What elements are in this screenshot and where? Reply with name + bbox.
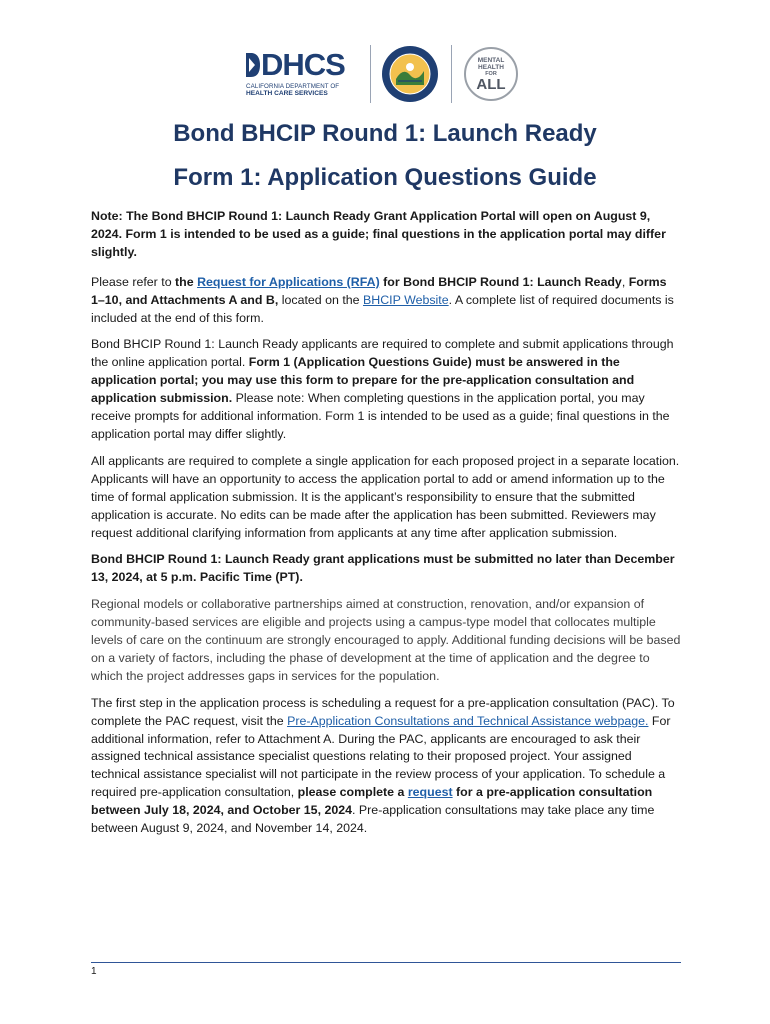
applicants-paragraph: All applicants are required to complete a single application for each proposed project in a separate location. Applicants will have an opportunity to access the application portal to add or amend information up to the time of formal application submission. It is the applicant’s responsibility to ensure that the submitted application is accurate. No edits can be made after the application has been submitted. Reviewers may request additional clarifying information from applicants at any time after application submission. <box>91 453 680 540</box>
rfa-text-b: the <box>175 274 198 289</box>
regional-models-paragraph: Regional models or collaborative partnerships aimed at construction, renovation, and/or expansion of community-based services are eligible and projects using a campus-type model that collocates multiple levels of care on the continuum are strongly encouraged to apply. Additional funding decisions will be based on a variety of factors, including the phase of development at the time of application and the degree to which the project addresses gaps in services for the population. <box>91 597 681 683</box>
note-paragraph: Note: The Bond BHCIP Round 1: Launch Ready Grant Application Portal will open on August 9, 2024. Form 1 is intended to be used as a guide; final questions in the application portal may differ slightly. <box>91 209 666 259</box>
rfa-text-g: . A complete list of required documents is included at the end of this form. <box>91 292 674 325</box>
document-subtitle: Form 1: Application Questions Guide <box>173 164 597 191</box>
dhcs-flag-icon <box>246 53 260 77</box>
portal-text-b: Form 1 (Application Questions Guide) must be answered in the application portal; you may use this form to prepare for the pre-application consultation and application submission. <box>91 355 635 406</box>
rfa-text-e: Forms 1–10, and Attachments A and B, <box>91 274 667 307</box>
pac-text-b: For additional information, refer to Attachment A. During the PAC, applicants are encouraged to ask their assigned technical assistance specialist questions relating to their proposed project. Your assigned technical assistance specialist will not participate in the review process of your application. To schedule a required pre-application consultation, <box>91 713 671 800</box>
bhcip-website-link[interactable]: BHCIP Website <box>363 292 449 307</box>
dhcs-logo <box>246 47 348 98</box>
page-number: 1 <box>91 966 97 977</box>
mhfa-line-2: HEALTH <box>478 63 504 71</box>
pac-text-c: please complete a <box>297 785 408 800</box>
logo-divider-2 <box>451 45 452 103</box>
document-body <box>91 208 681 847</box>
header-logos <box>246 44 518 104</box>
rfa-text-c: for Bond BHCIP Round 1: Launch Ready <box>379 274 622 289</box>
request-link[interactable]: request <box>407 785 453 800</box>
deadline-paragraph: Bond BHCIP Round 1: Launch Ready grant applications must be submitted no later than December 13, 2024, at 5 p.m. Pacific Time (PT). <box>91 552 675 585</box>
behavioral-health-seal-icon <box>381 45 439 103</box>
pac-text-d: for a pre-application consultation between July 18, 2024, and October 15, 2024 <box>91 785 653 818</box>
dhcs-subtitle-2: HEALTH CARE SERVICES <box>246 90 328 97</box>
rfa-link[interactable]: Request for Applications (RFA) <box>197 274 380 289</box>
portal-text-a: Bond BHCIP Round 1: Launch Ready applicants are required to complete and submit applications through the online application portal. <box>91 337 674 370</box>
footer-divider <box>91 962 681 963</box>
mhfa-line-4: ALL <box>476 75 506 93</box>
dhcs-wordmark: DHCS <box>261 47 345 82</box>
mental-health-for-all-logo <box>464 47 518 101</box>
rfa-paragraph <box>91 274 681 328</box>
portal-paragraph <box>91 336 681 443</box>
logo-divider <box>370 45 371 103</box>
document-title: Bond BHCIP Round 1: Launch Ready <box>173 120 597 147</box>
pac-text-a: The first step in the application process is scheduling a request for a pre-application consultation (PAC). To complete the PAC request, visit the <box>91 695 675 728</box>
rfa-text-f: located on the <box>278 292 364 307</box>
rfa-text-d: , <box>621 274 629 289</box>
pac-text-e: . Pre-application consultations may take place any time between August 9, 2024, and November 14, 2024. <box>91 803 655 836</box>
rfa-text-a: Please refer to <box>91 274 176 289</box>
pac-webpage-link[interactable]: Pre-Application Consultations and Technical Assistance webpage. <box>287 713 649 728</box>
portal-text-c: Please note: When completing questions in the application portal, you may receive prompts for additional information. Form 1 is intended to be used as a guide; final questions in the application portal may differ slightly. <box>91 391 670 441</box>
mhfa-line-3: FOR <box>485 70 497 77</box>
mhfa-line-1: MENTAL <box>477 56 505 64</box>
dhcs-subtitle-1: CALIFORNIA DEPARTMENT OF <box>246 83 340 90</box>
pac-paragraph <box>91 695 681 838</box>
